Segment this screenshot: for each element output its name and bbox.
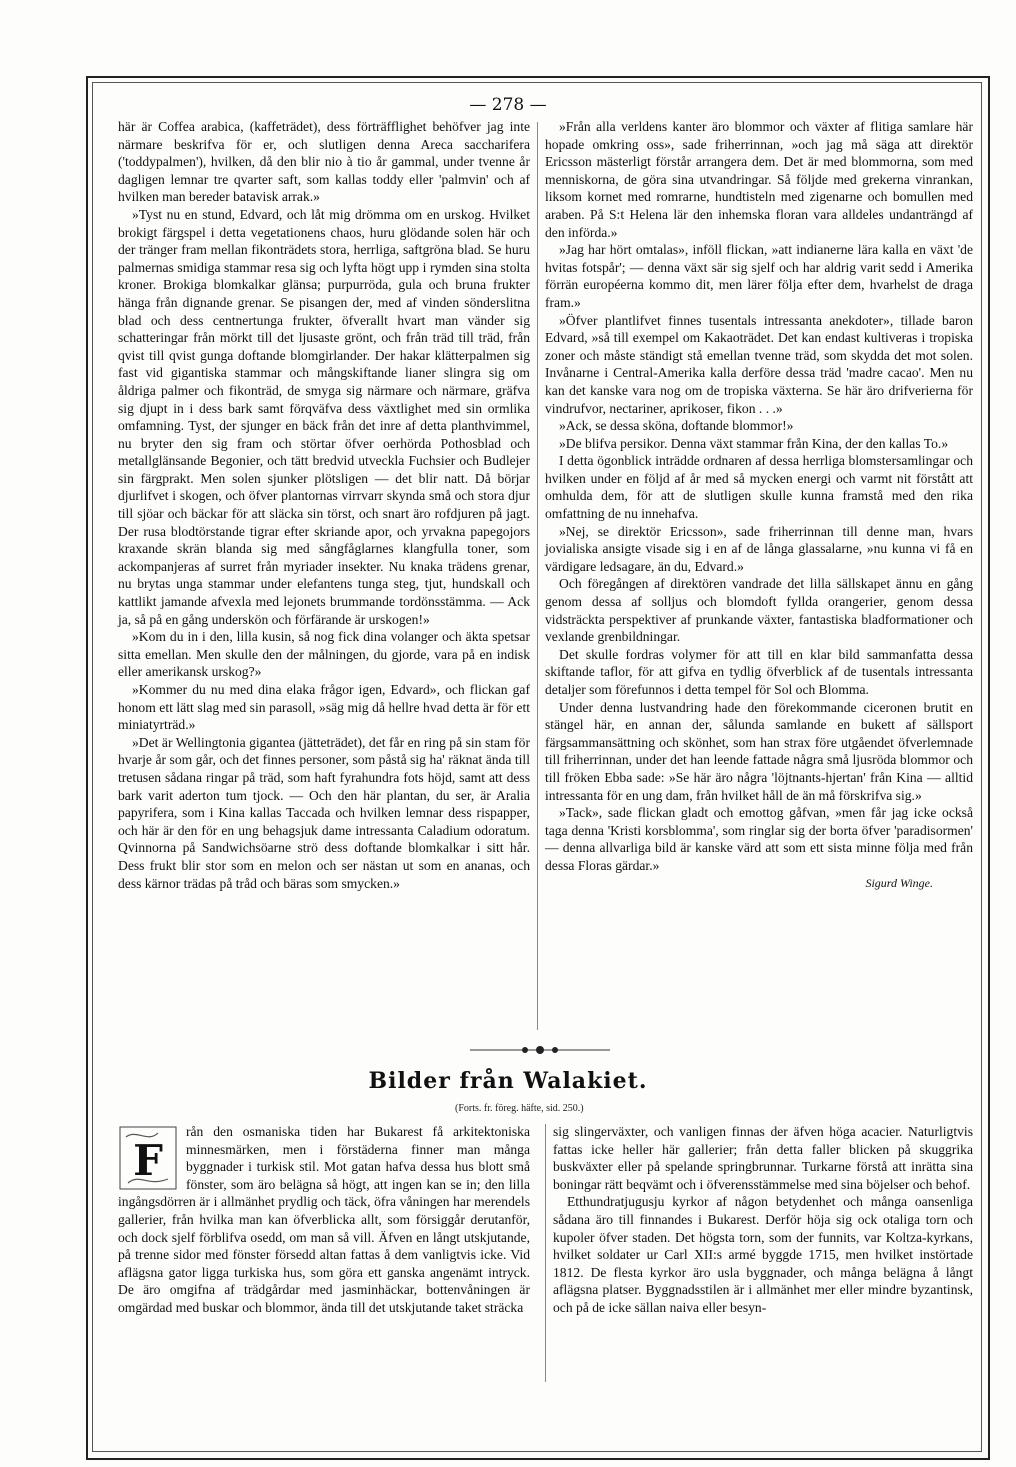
article-left-column (118, 1123, 530, 1393)
paragraph: I detta ögonblick inträdde ordnaren af dessa herrliga blomstersamlingar och hvilken under en följd af år med så mycken energi och varmt nit förstått att omhulda dem, för att de slutligen skulle kunna framstå med den rika omfattning de nu innehafva. (545, 453, 973, 522)
paragraph: »Öfver plantlifvet finnes tusentals intressanta anekdoter», tillade baron Edvard, »så till exempel om Kakaoträdet. Det kan endast kultiveras i tropiska zoner och måste ständigt stå emellan tvenne träd, som skydda det mot solen. Invånarne i Central-Amerika kalla derföre dessa träd 'madre cacao'. Men nu kan det kanske vara nog om de tropiska växterna. Se här äro drifverierna för vindrufvor, nectariner, aprikoser, fikon . . .» (545, 312, 973, 416)
continuation-note: (Forts. fr. föreg. häfte, sid. 250.) (455, 1103, 584, 1114)
paragraph: sig slingerväxter, och vanligen finnas der äfven höga acacier. Naturligtvis fattas icke heller här gallerier; från detta faller blicken på skuggrika buskväxter eller på spelande springbrunnar. Turkarne förstå att inrätta sina boningar rätt beqvämt och i öfverensstämmelse med sina böjelser och behof. (553, 1124, 973, 1192)
svg-text:F: F (133, 1136, 163, 1185)
column-divider (545, 1124, 546, 1382)
paragraph: »Kom du in i den, lilla kusin, så nog fick dina volanger och äkta spetsar sitta emellan. Men skulle den der målningen, du gjorde, vara på en indisk eller amerikansk urskog?» (118, 629, 530, 680)
paragraph: »Ack, se dessa sköna, doftande blommor!» (559, 418, 794, 434)
article-title: Bilder från Walakiet. (368, 1068, 648, 1094)
author-signature: Sigurd Winge. (865, 875, 933, 890)
paragraph: här är Coffea arabica, (kaffeträdet), dess förträfflighet behöfver jag inte närmare beskrifva för er, och slutligen denna Areca saccharifera ('toddypalmen'), hvilken, då den blir nio à tio år gammal, under tvenne år dagligen lemnar tre qvarter saft, som kallas toddy eller 'palmvin' och af hvilken man bereder batavisk arrak.» (118, 119, 530, 205)
column-divider (537, 122, 538, 1030)
paragraph: »Det är Wellingtonia gigantea (jätteträdet), det får en ring på sin stam för hvarje år som går, och det finnes personer, som påstå sig ha' räknat ända till tretusen sådana ringar på träd, som haft fyrahundra fots höjd, samt att dess bark varit aderton tum tjock. — Och den här plantan, du ser, är Aralia papyrifera, som i Kina kallas Taccada och hvilken lemnar dess rispapper, och här är den för en ung behagsjuk dame intressanta Caladium odoratum. Qvinnorna på Sandwichsöarne strö dess doftande blomkalkar i sitt hår. Dess frukt blir stor som en melon och ser nästan ut som en ananas, och dess kärnor trädas på tråd och bäras som smycken.» (118, 734, 530, 891)
story-right-column (545, 118, 973, 1038)
section-ornament (470, 1044, 610, 1056)
paragraph: Under denna lustvandring hade den förekommande ciceronen brutit en stängel här, en annan der, sålunda samlande en bukett af sällsport färgsammansättning och skönhet, som han strax före utgåendet öfverlemnade till friherrinnan, under det han leende fattade några små ljusröda blommor och till fröken Ebba sade: »Se här äro några 'löjtnants-hjertan' från Kina — alltid intressanta för en ung dam, från hvilket håll de än må förskrifva sig.» (545, 699, 973, 803)
decorated-initial-f (118, 1123, 178, 1193)
paragraph: »De blifva persikor. Denna växt stammar från Kina, der den kallas To.» (559, 435, 949, 451)
page-number: — 278 — (469, 95, 547, 115)
paragraph: »Nej, se direktör Ericsson», sade friherrinnan till denne man, hvars jovialiska ansigte visade sig i en af de långa glassalarne, »nu kunna vi få en värdigare ledsagare, än du, Edvard.» (545, 523, 973, 574)
paragraph: »Från alla verldens kanter äro blommor och växter af flitiga samlare här hopade omkring oss», sade friherrinnan, »och jag må säga att direktör Ericsson mästerligt förstår arrangera dem. Det är med blommorna, som med menniskorna, de göra sina utvandringar. Så följde med grekerna vinrankan, liksom kornet med romrarne, hundtisteln med zigenarne och bomullen med araben. På S:t Helena lär den inhemska floran vara alldeles undanträngd af den införda.» (545, 119, 973, 240)
paragraph: Och föregången af direktören vandrade det lilla sällskapet ännu en gång genom dessa af solljus och blomdoft fyllda orangerier, genom dessa vidsträckta perspektiver af prunkande växter, fantastiska bladformationer och vexlande grenbildningar. (545, 576, 973, 645)
paragraph: Etthundratjugusju kyrkor af någon betydenhet och många oansenliga sådana äro till finnandes i Bukarest. Derför höja sig ock otaliga torn och kupoler öfver staden. Det högsta torn, som der funnits, var Koltza-kyrkans, hvilket soldater ur Carl XII:s armé byggde 1715, men hvilket instörtade 1812. De flesta kyrkor äro usla byggnader, och många belägna å långt aflägsna platser. Byggnadsstilen är i allmänhet mer eller mindre byzantinsk, och på de icke sällan naiva eller besyn- (553, 1194, 973, 1315)
paragraph: »Kommer du nu med dina elaka frågor igen, Edvard», och flickan gaf honom ett lätt slag med sin parasoll, »säg mig då hellre hvad detta är för ett miniatyrträd.» (118, 682, 530, 733)
paragraph: »Tack», sade flickan gladt och emottog gåfvan, »men får jag icke också taga denna 'Kristi korsblomma', som ringlar sig der borta öfver 'paradisormen' — denna allvarliga bild är kanske värd att som ett sista minne följa med från dessa Floras gärdar.» (545, 805, 973, 873)
article-right-column (553, 1123, 973, 1393)
paragraph: rån den osmaniska tiden har Bukarest få arkitektoniska minnesmärken, men i förstäderna finner man många byggnader i turkisk stil. Mot gatan hafva dessa hus blott små fönster, som äro belägna så högt, att ingen kan se in; den lilla ingångsdörren är i allmänhet prydlig och täck, öfra våningen har merendels gallerier, från hvilka man kan öfverblicka allt, som försiggår derutanför, och dock sjelf förblifva osedd, om man så vill. Äfven en långt utskjutande, på trenne sidor med fönster försedd altan fattas å dem vanligtvis icke. Vid aflägsna gator ligga turkiska hus, som göra ett ganska angenämt intryck. De äro omgifna af trädgårdar med jasminhäckar, bottenvåningen är omgärdad med buskar och blommor, ända till det utskjutande taket sträcka (118, 1124, 530, 1315)
paragraph: »Jag har hört omtalas», inföll flickan, »att indianerne lära kalla en växt 'de hvitas fotspår'; — denna växt sär sig sjelf och har aldrig varit sedd i Amerika förrän européerna kommo dit, men lärer följa efter dem, hvarhelst de draga fram.» (545, 242, 973, 310)
story-left-column (118, 118, 530, 1038)
paragraph: »Tyst nu en stund, Edvard, och låt mig drömma om en urskog. Hvilket brokigt färgspel i detta vegetationens chaos, huru glödande solen här och der tränger fram mellan fikonträdets stora, herrliga, saftgröna blad. Se huru palmernas smidiga stammar resa sig och lyfta högt upp i rymden sina stolta kroner. Brokiga blomkalkar glänsa; purpurröda, gula och bruna frukter hänga från dignande grenar. Se pisangen der, med af vinden sönderslitna blad och dess centnertunga frukter, öfverallt hvart man vänder sig schatteringar från mörkt till det ljusaste grönt, och från träd till träd, från qvist till qvist gunga doftande blomgirlander. Der hakar klätterpalmen sig fast vid gigantiska stammar och mångskiftande lianer slingra sig om åldriga palmer och fikonträd, de smyga sig närmare och närmare, gräfva sig djupt in i dess bark samt förqväfva dess växtlighet med sin ormlika omfamning. Tyst, der sjunger en bäck från det inre af detta planthvimmel, nu bryter den sig fram och störtar öfver oerhörda Pothosblad och metallglänsande Begonier, och tätt bredvid utveckla Fuchsier och Budlejer sin färgprakt. Men solen sjunker plötsligen — det blir natt. Då börjar djurlifvet i skogen, och öfver plantornas virrvarr skynda små och stora djur till sjöar och bäckar för att släcka sin törst, och snart äro rofdjuren på jagt. Der rusa blodtörstande tigrar efter skriande apor, och yrvakna papegojors kraxande skrän blanda sig med sångfåglarnes klangfulla toner, som ackompanjeras af surret från myriader insekter. Nu knaka trädens grenar, nu brytas unga stammar under elefantens tunga steg, tjut, hundskall och kattlikt jamande afvexla med lejonets brummande tordönsstämma. — Ack ja, så på en gång underskön och förfärande är urskogen!» (118, 206, 530, 627)
paragraph: Det skulle fordras volymer för att till en klar bild sammanfatta dessa skiftande taflor, för att gifva en tydlig öfverblick af de tusentals intressanta detaljer som förefunnos i detta tempel för Sol och Blomma. (545, 646, 973, 697)
